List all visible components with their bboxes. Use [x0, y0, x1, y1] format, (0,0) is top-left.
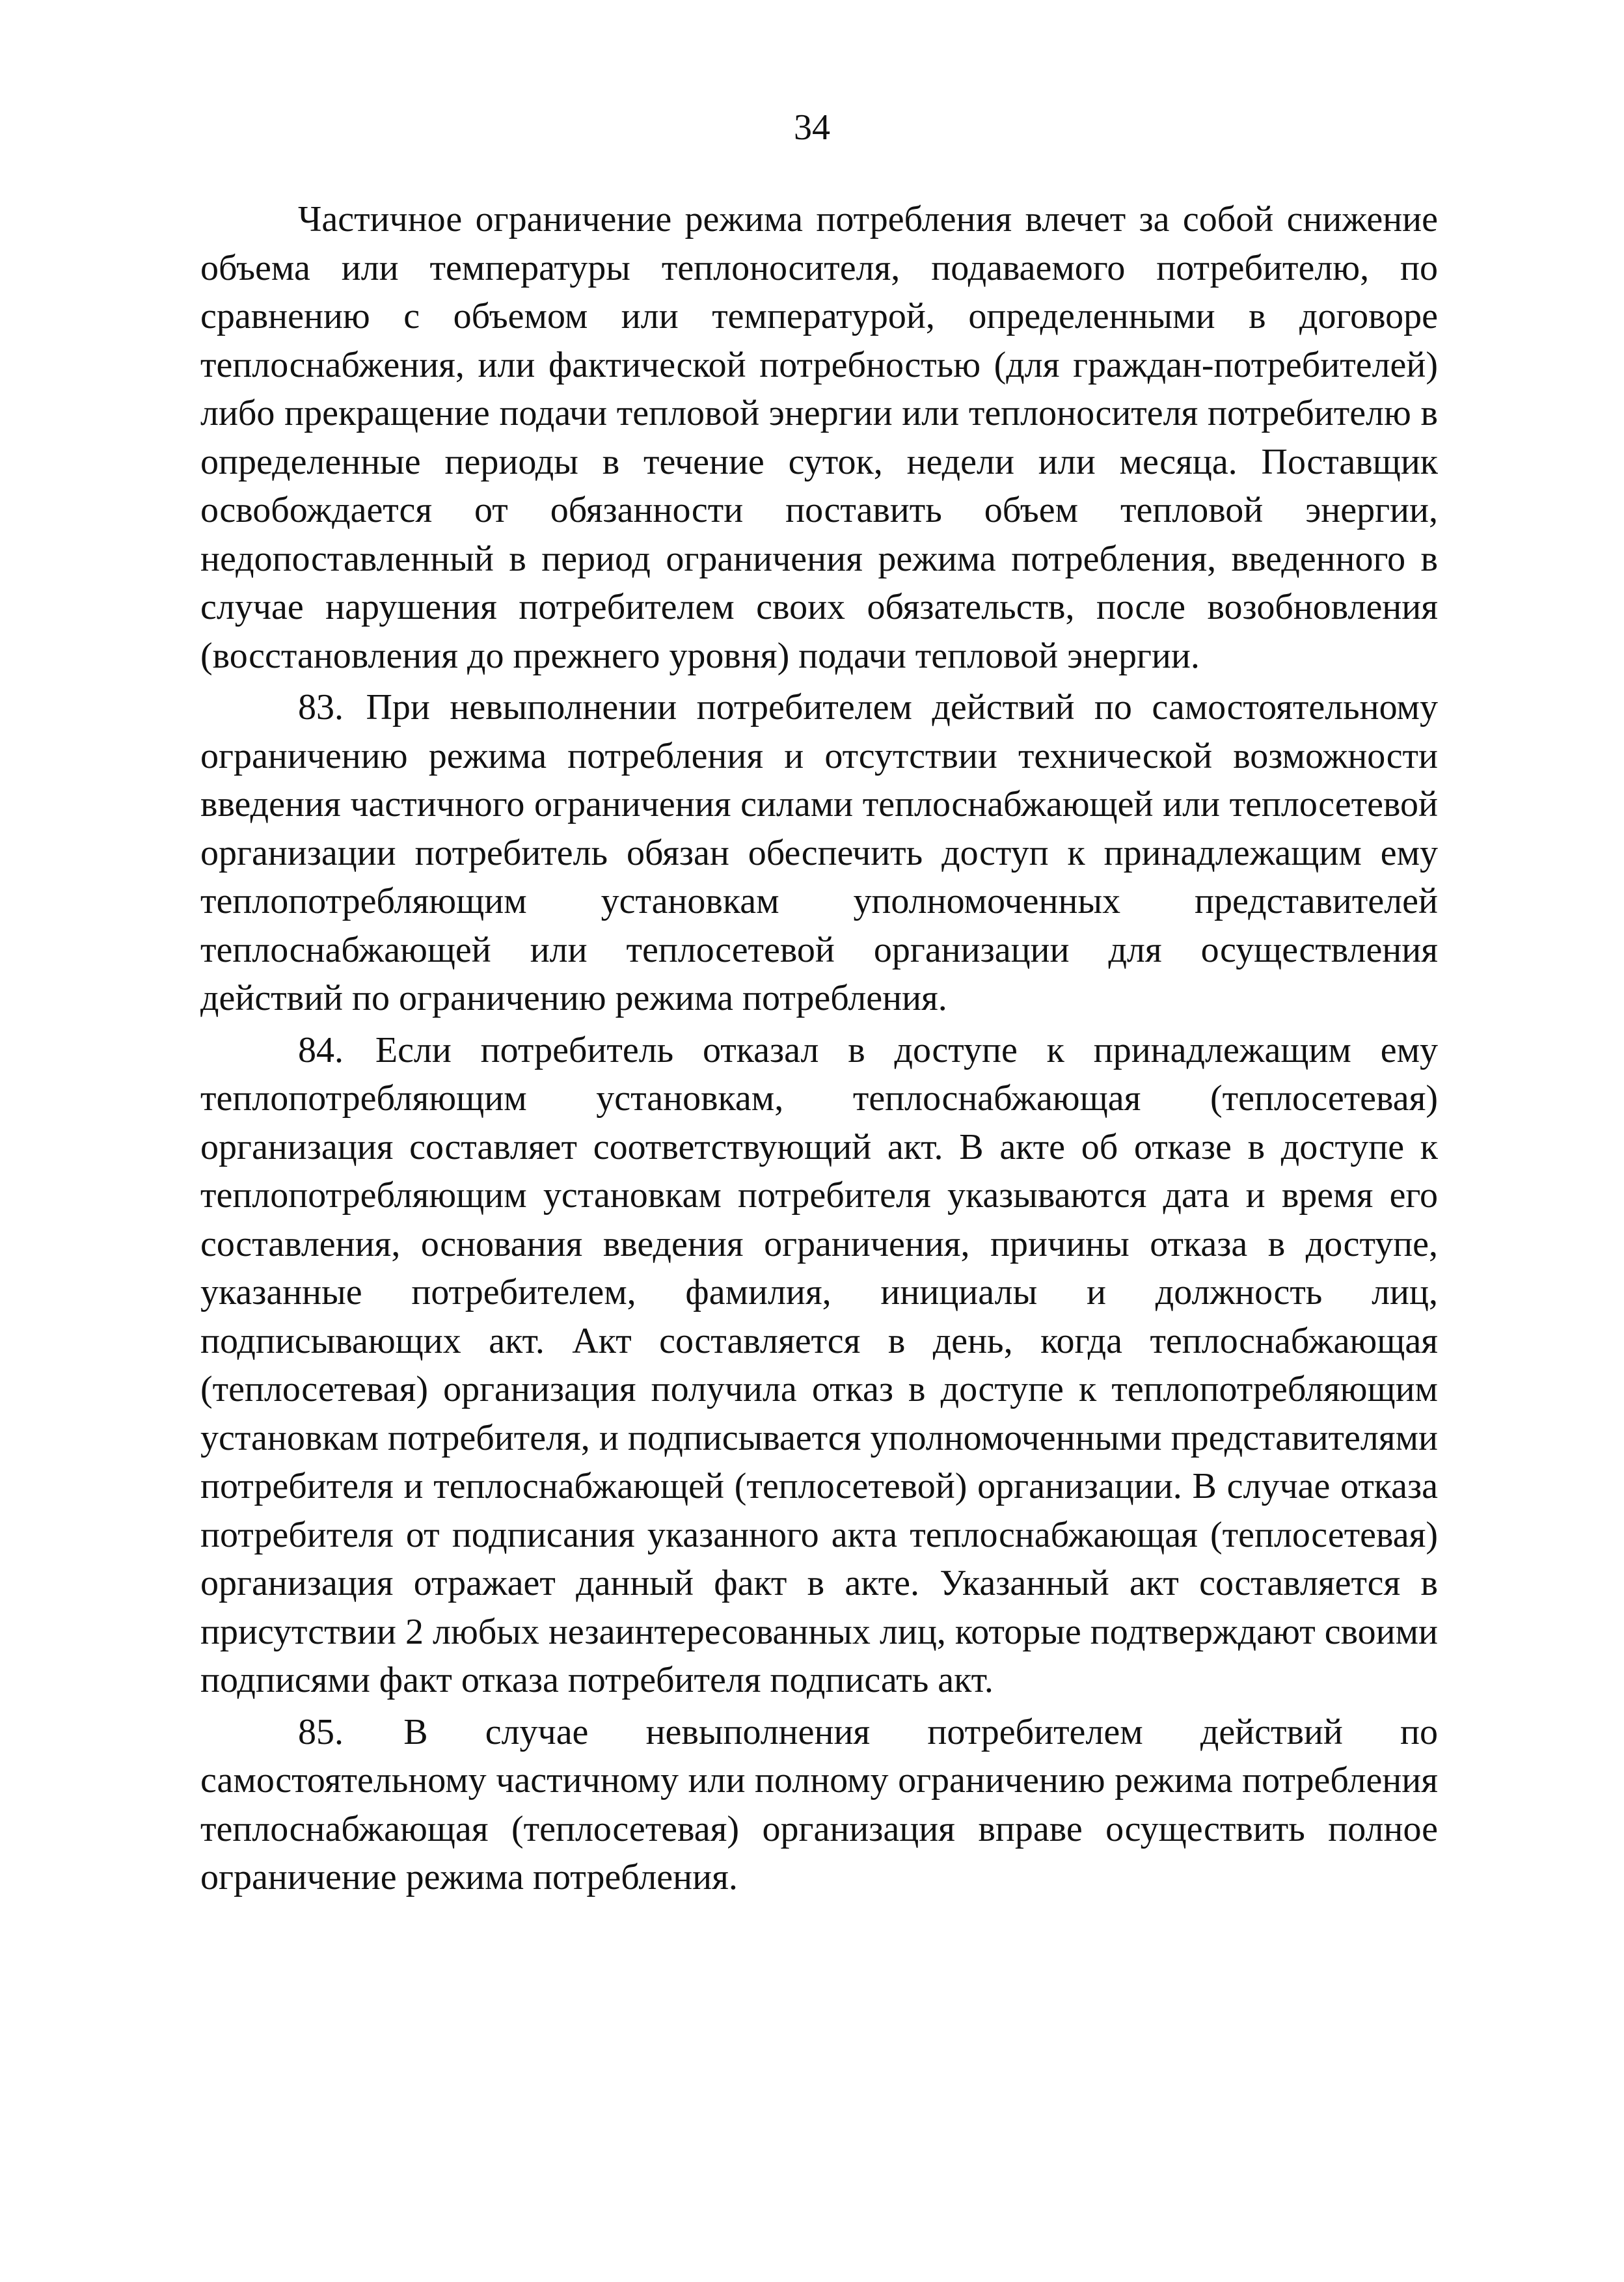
page-number: 34: [794, 107, 830, 148]
paragraph-text: В случае невыполнения потребителем действий по самостоятельному частичному или полному ограничению режима потребления теплоснабжающая (теплосетевая) организация вправе осуществить полное ограничение режима потребления.: [200, 1711, 1438, 1897]
paragraph-text: Если потребитель отказал в доступе к принадлежащим ему теплопотребляющим установкам, теплоснабжающая (теплосетевая) организация составляет соответствующий акт. В акте об отказе в доступе к теплопотребляющим установкам потребителя указываются дата и время его составления, основания введения ограничения, причины отказа в доступе, указанные потребителем, фамилия, инициалы и должность лиц, подписывающих акт. Акт составляется в день, когда теплоснабжающая (теплосетевая) организация получила отказ в доступе к теплопотребляющим установкам потребителя, и подписывается уполномоченными представителями потребителя и теплоснабжающей (теплосетевой) организации. В случае отказа потребителя от подписания указанного акта теплоснабжающая (теплосетевая) организация отражает данный факт в акте. Указанный акт составляется в присутствии 2 любых незаинтересованных лиц, которые подтверждают своими подписями факт отказа потребителя подписать акт.: [200, 1029, 1439, 1700]
document-body: [200, 195, 1438, 1905]
paragraph-83: [200, 683, 1438, 1023]
paragraph-number: 83.: [298, 687, 344, 727]
paragraph-text: Частичное ограничение режима потребления влечет за собой снижение объема или температуры теплоносителя, подаваемого потребителю, по сравнению с объемом или температурой, определенными в договоре теплоснабжения, или фактической потребностью (для граждан-потребителей) либо прекращение подачи тепловой энергии или теплоносителя потребителю в определенные периоды в течение суток, недели или месяца. Поставщик освобождается от обязанности поставить объем тепловой энергии, недопоставленный в период ограничения режима потребления, введенного в случае нарушения потребителем своих обязательств, после возобновления (восстановления до прежнего уровня) подачи тепловой энергии.: [200, 199, 1438, 676]
paragraph-number: 85.: [298, 1711, 344, 1752]
paragraph-number: 84.: [298, 1029, 344, 1070]
paragraph-continuation: [200, 195, 1438, 680]
paragraph-text: При невыполнении потребителем действий по самостоятельному ограничению режима потребления и отсутствии технической возможности введения частичного ограничения силами теплоснабжающей или теплосетевой организации потребитель обязан обеспечить доступ к принадлежащим ему теплопотребляющим установкам уполномоченных представителей теплоснабжающей или теплосетевой организации для осуществления действий по ограничению режима потребления.: [200, 687, 1438, 1018]
paragraph-84: [200, 1026, 1438, 1705]
paragraph-85: [200, 1708, 1438, 1902]
